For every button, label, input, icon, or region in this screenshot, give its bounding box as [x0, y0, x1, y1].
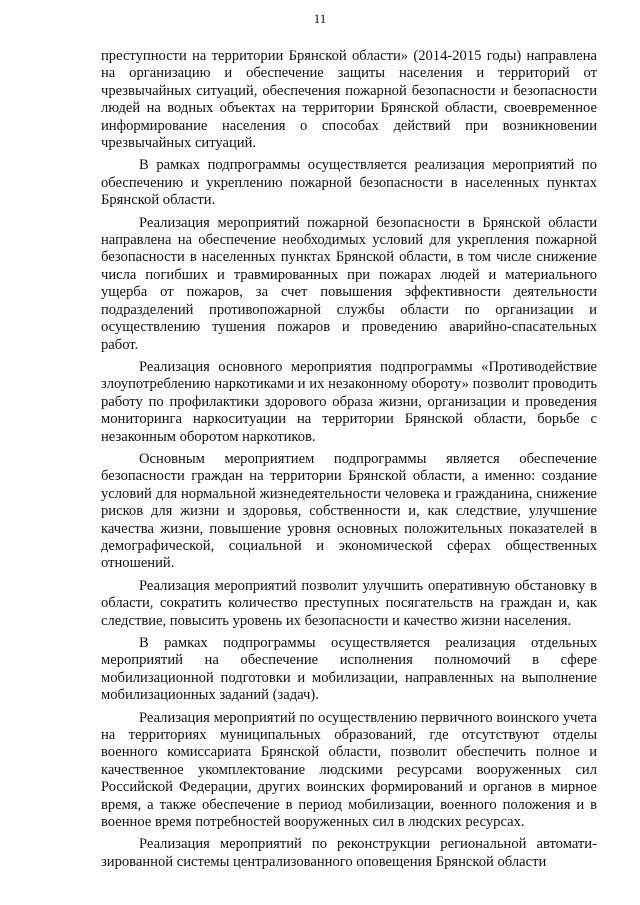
paragraph-9: Реализация мероприятий по реконструкции региональной автоматизированной системы централизованного оповещения Брянской области — [101, 836, 597, 870]
paragraph-6: Реализация мероприятий позволит улучшить оперативную обстановку в области, сократить количество преступных посягательств на граждан и, как следствие, повысить уровень их безопасности и качество жизни населения. — [101, 577, 597, 629]
paragraph-7: В рамках подпрограммы осуществляется реализация отдельных мероприятий на обеспечение исполнения полномочий в сфере мобилизационной подготовки и мобилизации, направленных на выполнение мобилизационных заданий (задач). — [101, 635, 597, 704]
paragraph-3: Реализация мероприятий пожарной безопасности в Брянской области направлена на обеспечение необходимых условий для укрепления пожарной безопасности в населенных пунктах Брянской области, в том числе снижение числа погибших и травмированных при пожарах людей и материального ущерба от пожаров, за счет повышения эффективности деятельности подразделений противопожарной службы области по организации и осуществлению тушения пожаров и проведению аварийно-спасательных работ. — [101, 214, 597, 353]
document-body — [101, 48, 597, 876]
paragraph-5: Основным мероприятием подпрограммы является обеспечение безопасности граждан на территории Брянской области, а именно: создание условий для нормальной жизнедеятельности человека и гражданина, снижение рисков для жизни и здоровья, собственности и, как следствие, улучшение качества жизни, повышение уровня основных положительных показателей в демографической, социальной и экономической сферах общественных отношений. — [101, 450, 597, 572]
paragraph-8: Реализация мероприятий по осуществлению первичного воинского учета на территориях муниципальных образований, где отсутствуют отделы военного комиссариата Брянской области, позволит обеспечить полное и качественное укомплектование людскими ресурсами вооруженных сил Российской Федерации, других воинских формирований и органов в мирное время, а также обеспечение в период мобилизации, военного положения и в военное время потребностей вооруженных сил в людских ресурсах. — [101, 709, 597, 831]
page-number: 11 — [313, 11, 327, 26]
paragraph-4: Реализация основного мероприятия подпрограммы «Противодействие злоупотреблению наркотиками и их незаконному обороту» позволит проводить работу по профилактики здорового образа жизни, организации и проведения мониторинга наркоситуации на территории Брянской области, борьбе с незаконным оборотом наркотиков. — [101, 358, 597, 445]
paragraph-1: преступности на территории Брянской области» (2014-2015 годы) направлена на организацию и обеспечение защиты населения и территорий от чрезвычайных ситуаций, обеспечения пожарной безопасности и безопасности людей на водных объектах на территории Брянской области, своевременное информирование населения о способах действий при возникновении чрезвычайных ситуаций. — [101, 48, 597, 152]
paragraph-2: В рамках подпрограммы осуществляется реализация мероприятий по обеспечению и укреплению пожарной безопасности в населенных пунктах Брянской области. — [101, 157, 597, 209]
